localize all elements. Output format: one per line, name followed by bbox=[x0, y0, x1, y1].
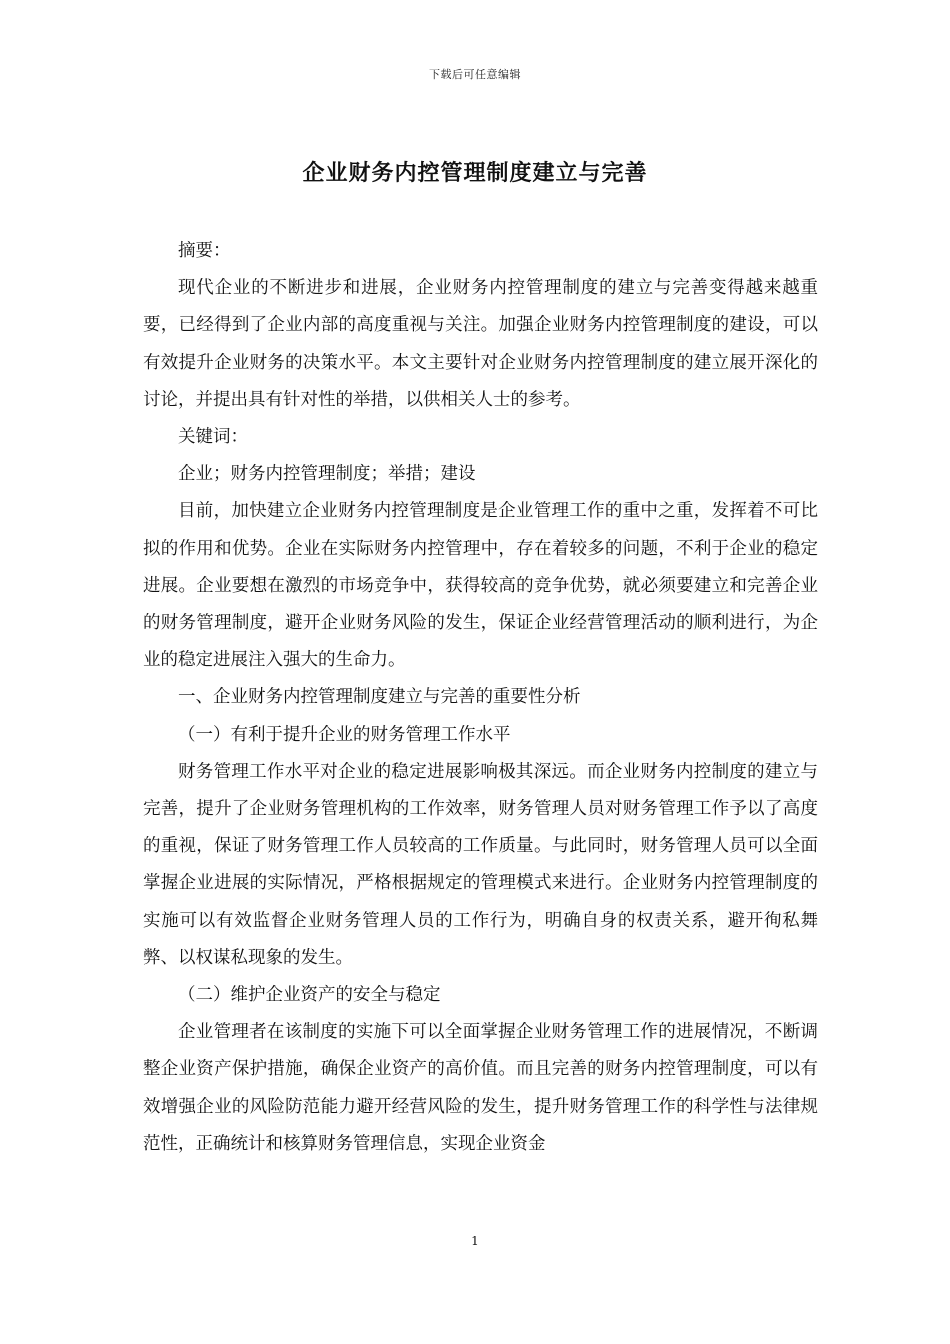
header-note: 下载后可任意编辑 bbox=[429, 68, 521, 81]
keywords-paragraph: 企业；财务内控管理制度；举措；建设 bbox=[178, 464, 476, 485]
subsection-1-paragraph: 财务管理工作水平对企业的稳定进展影响极其深远。而企业财务内控制度的建立与完善，提升了企业财务管理机构的工作效率，财务管理人员对财务管理工作予以了高度的重视，保证了财务管理工作人员较高的工作质量。与此同时，财务管理人员可以全面掌握企业进展的实际情况，严格根据规定的管理模式来进行。企业财务内控管理制度的实施可以有效监督企业财务管理人员的工作行为，明确自身的权责关系，避开徇私舞弊、以权谋私现象的发生。 bbox=[143, 761, 818, 968]
subsection-2-paragraph: 企业管理者在该制度的实施下可以全面掌握企业财务管理工作的进展情况，不断调整企业资产保护措施，确保企业资产的高价值。而且完善的财务内控管理制度，可以有效增强企业的风险防范能力避开经营风险的发生，提升财务管理工作的科学性与法律规范性，正确统计和核算财务管理信息，实现企业资金 bbox=[143, 1022, 818, 1154]
section-heading-1: 一、企业财务内控管理制度建立与完善的重要性分析 bbox=[178, 687, 581, 708]
keywords-label: 关键词： bbox=[178, 427, 248, 448]
document-title: 企业财务内控管理制度建立与完善 bbox=[302, 160, 648, 186]
abstract-paragraph: 现代企业的不断进步和进展，企业财务内控管理制度的建立与完善变得越来越重要，已经得到了企业内部的高度重视与关注。加强企业财务内控管理制度的建设，可以有效提升企业财务的决策水平。本文主要针对企业财务内控管理制度的建立展开深化的讨论，并提出具有针对性的举措，以供相关人士的参考。 bbox=[143, 278, 818, 410]
subsection-heading-1: （一）有利于提升企业的财务管理工作水平 bbox=[178, 724, 511, 745]
abstract-label: 摘要： bbox=[178, 241, 231, 261]
document-body bbox=[143, 233, 818, 1163]
intro-paragraph: 目前，加快建立企业财务内控管理制度是企业管理工作的重中之重，发挥着不可比拟的作用和优势。企业在实际财务内控管理中，存在着较多的问题，不利于企业的稳定进展。企业要想在激烈的市场竞争中，获得较高的竞争优势，就必须要建立和完善企业的财务管理制度，避开企业财务风险的发生，保证企业经营管理活动的顺利进行，为企业的稳定进展注入强大的生命力。 bbox=[143, 501, 818, 671]
subsection-heading-2: （二）维护企业资产的安全与稳定 bbox=[178, 985, 441, 1006]
page-number: 1 bbox=[471, 1234, 479, 1248]
